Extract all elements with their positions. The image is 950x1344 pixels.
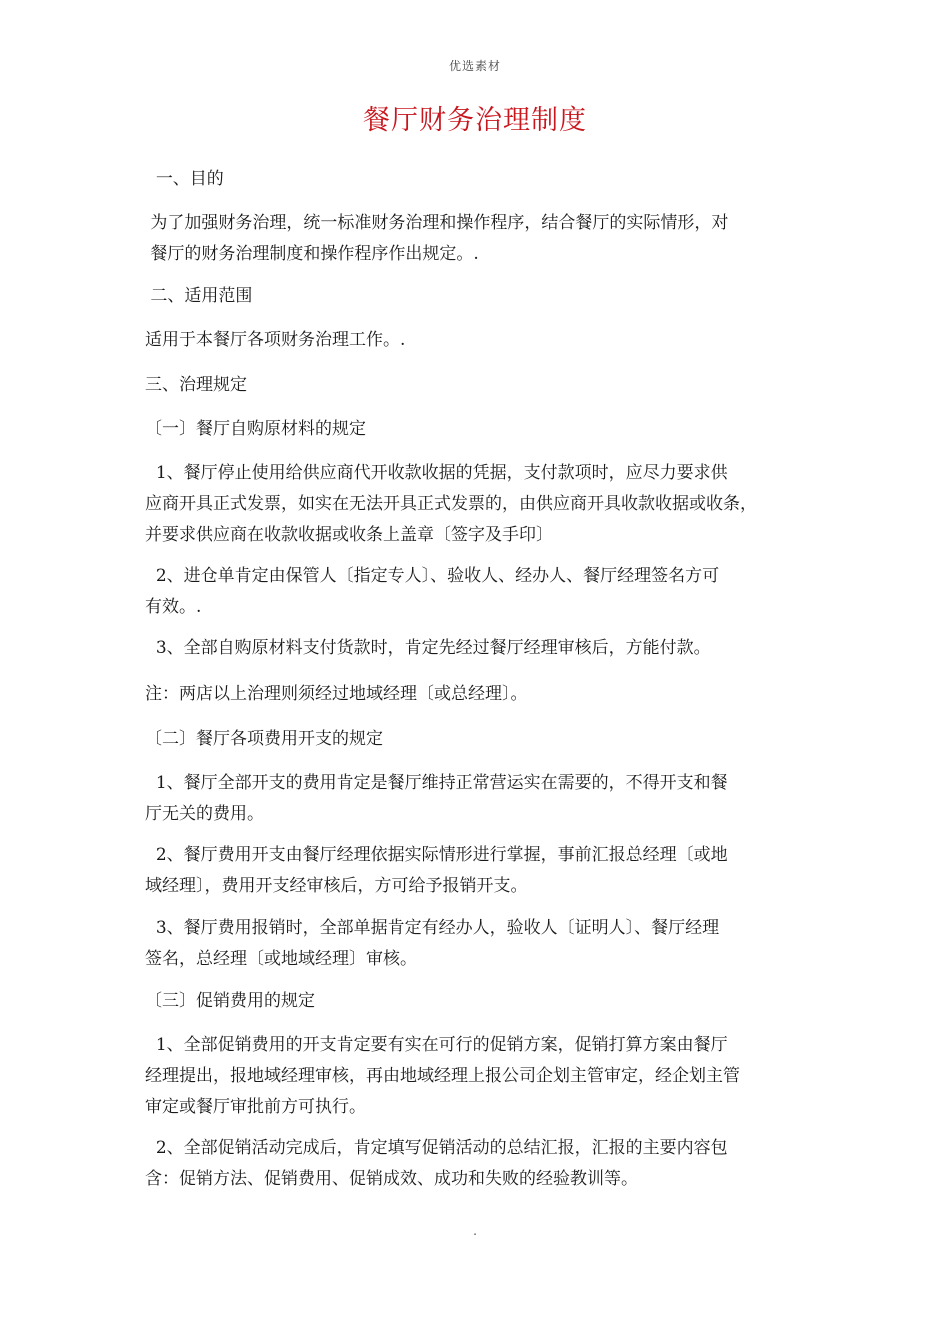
page-header: 优选素材 [448, 59, 501, 73]
subsection-heading-1: 〔一〕餐厅自购原材料的规定 [145, 419, 366, 439]
rule-2-3: 3、餐厅费用报销时，全部单据肯定有经办人，验收人〔证明人〕、餐厅经理 签名，总经理〔或地域经理〕审核。 [145, 918, 720, 969]
section-heading-purpose: 一、目的 [145, 169, 224, 189]
rule-3-1: 1、全部促销费用的开支肯定要有实在可行的促销方案，促销打算方案由餐厅 经理提出，报地域经理审核，再由地域经理上报公司企划主管审定，经企划主管 审定或餐厅审批前方可执行。 [145, 1035, 740, 1117]
page-footer: . [473, 1224, 477, 1238]
document-title: 餐厅财务治理制度 [363, 105, 587, 136]
paragraph-scope: 适用于本餐厅各项财务治理工作。. [145, 330, 406, 350]
section-heading-scope: 二、适用范围 [145, 286, 253, 306]
rule-1-1: 1、餐厅停止使用给供应商代开收款收据的凭据，支付款项时，应尽力要求供 应商开具正式发票，如实在无法开具正式发票的，由供应商开具收款收据或收条， 并要求供应商在收款收据或收条上盖章〔签字及手印〕 [145, 463, 757, 545]
rule-3-2: 2、全部促销活动完成后，肯定填写促销活动的总结汇报，汇报的主要内容包 含：促销方法、促销费用、促销成效、成功和失败的经验教训等。 [145, 1138, 728, 1189]
rule-1-3: 3、全部自购原材料支付货款时，肯定先经过餐厅经理审核后，方能付款。 [145, 638, 711, 658]
section-heading-rules: 三、治理规定 [145, 375, 247, 395]
note: 注：两店以上治理则须经过地域经理〔或总经理〕。 [145, 684, 528, 704]
subsection-heading-2: 〔二〕餐厅各项费用开支的规定 [145, 729, 383, 749]
rule-2-1: 1、餐厅全部开支的费用肯定是餐厅维持正常营运实在需要的，不得开支和餐 厅无关的费用。 [145, 773, 728, 824]
paragraph-purpose: 为了加强财务治理，统一标准财务治理和操作程序，结合餐厅的实际情形，对 餐厅的财务治理制度和操作程序作出规定。. [150, 213, 729, 264]
rule-2-2: 2、餐厅费用开支由餐厅经理依据实际情形进行掌握，事前汇报总经理〔或地 域经理〕，费用开支经审核后，方可给予报销开支。 [145, 845, 728, 896]
subsection-heading-3: 〔三〕促销费用的规定 [145, 991, 315, 1011]
rule-1-2: 2、进仓单肯定由保管人〔指定专人〕、验收人、经办人、餐厅经理签名方可 有效。. [145, 566, 720, 617]
